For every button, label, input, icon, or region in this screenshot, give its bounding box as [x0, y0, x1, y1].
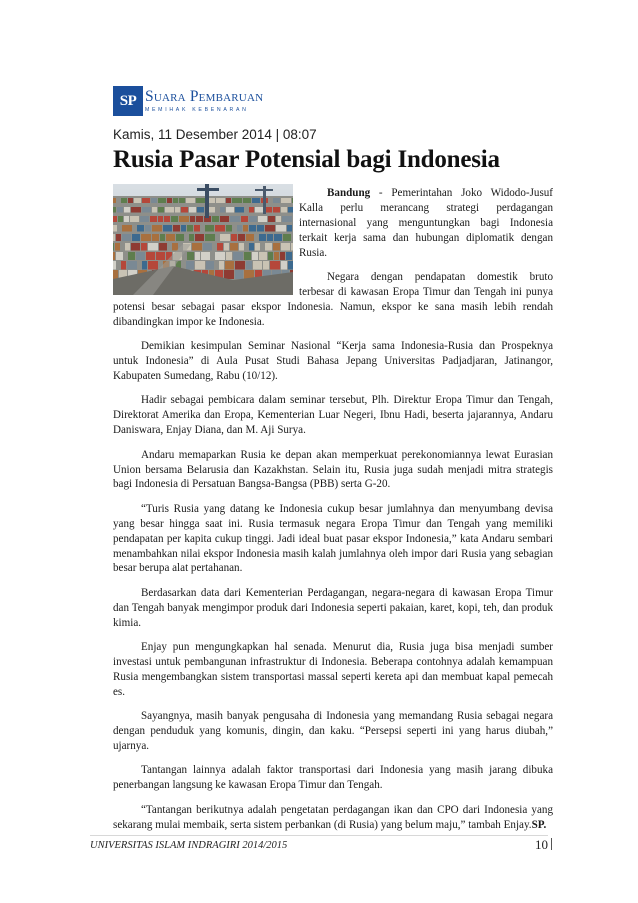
brand-name: Suara Pembaruan [145, 88, 264, 106]
article-paragraph [113, 586, 553, 631]
page-separator [551, 838, 552, 850]
paragraph-text: Negara dengan pendapatan domestik bruto terbesar di kawasan Eropa Timur dan Tengah ini punya potensi besar sebagai pasar ekspor Indonesia. Namun, ekspor ke sana masih lebih rendah dibandingkan impor ke Indonesia. [113, 271, 553, 328]
paragraph-text: - Pemerintahan Joko Widodo-Jusuf Kalla perlu merancang strategi perdagangan internasional yang menguntungkan bagi Indonesia terkait kerja sama dan hubungan diplomatik dengan Rusia. [299, 187, 553, 259]
paragraph-text: Hadir sebagai pembicara dalam seminar tersebut, Plh. Direktur Eropa Timur dan Tengah, Direktorat Amerika dan Eropa, Kementerian Luar Negeri, Ibnu Hadi, beserta jajarannya, Andaru Daniswara, Enjay Diana, dan M. Aji Surya. [113, 394, 553, 437]
article-paragraph [113, 393, 553, 438]
paragraph-text: Demikian kesimpulan Seminar Nasional “Kerja sama Indonesia-Rusia dan Prospeknya untuk Indonesia” di Aula Pusat Studi Bahasa Jepang Universitas Padjadjaran, Jatinangor, Kabupaten Sumedang, Rabu (10/12). [113, 340, 553, 382]
article-headline: Rusia Pasar Potensial bagi Indonesia [113, 146, 500, 173]
page-number: 10 [535, 837, 548, 852]
article-paragraph [113, 502, 553, 577]
paragraph-text: Tantangan lainnya adalah faktor transportasi dari Indonesia yang masih jarang dibuka penerbangan langsung ke kawasan Eropa Timur dan Tengah. [113, 764, 553, 792]
paragraph-text: “Turis Rusia yang datang ke Indonesia cukup besar jumlahnya dan menyumbang devisa yang besar hingga saat ini. Rusia termasuk negara Eropa Timur dan Tengah yang memiliki pendapatan per kapita cukup tinggi. Jadi ideal buat pasar ekspor Indonesia,” kata Andaru sembari menambahkan nilai ekspor Indonesia masih kalah jumlahnya oleh impor dari Rusia yang sebagian besar berupa alat pertahanan. [113, 502, 553, 575]
brand-tagline: MEMIHAK KEBENARAN [145, 106, 249, 113]
article-paragraph [113, 709, 553, 754]
article-paragraph [113, 763, 553, 793]
paragraph-text: “Tantangan berikutnya adalah pengetatan perdagangan ikan dan CPO dari Indonesia yang sekarang mulai membaik, serta sistem perbankan (di Rusia) yang belum maju,” tambah Enjay. [113, 803, 553, 831]
article-body [113, 186, 553, 842]
article-paragraph [113, 339, 553, 384]
sign-off: SP. [531, 818, 547, 831]
photo-wrap-spacer [113, 186, 299, 297]
logo-wordmark [145, 89, 263, 113]
footer-page [535, 837, 552, 853]
dateline-location: Bandung [327, 187, 371, 199]
article-paragraph [113, 803, 553, 833]
article-dateline: Kamis, 11 Desember 2014 | 08:07 [113, 127, 317, 142]
logo-mark: SP [113, 86, 143, 116]
paragraph-text: Sayangnya, masih banyak pengusaha di Indonesia yang memandang Rusia sebagai negara dengan penduduk yang komunis, dingin, dan kaku. “Persepsi seperti ini yang harus diubah,” ujarnya. [113, 710, 553, 752]
article-paragraph [113, 640, 553, 700]
paragraph-text: Andaru memaparkan Rusia ke depan akan memperkuat perekonomiannya lewat Eurasian Union bersama Belarusia dan Kazakhstan. Selain itu, Rusia juga sudah menjadi mitra strategis bagi Indonesia di Persatuan Bangsa-Bangsa (PBB) serta G-20. [113, 448, 553, 491]
footer-divider [90, 835, 548, 836]
paragraph-text: Berdasarkan data dari Kementerian Perdagangan, negara-negara di kawasan Eropa Timur dan Tengah banyak mengimpor produk dari Indonesia seperti pakaian, karet, kopi, teh, dan produk kimia. [113, 586, 553, 629]
masthead-logo [113, 86, 263, 116]
article-paragraph [113, 448, 553, 493]
paragraph-text: Enjay pun mengungkapkan hal senada. Menurut dia, Rusia juga bisa menjadi sumber investasi untuk pembangunan infrastruktur di Indonesia. Beberapa contohnya adalah kemampuan Rusia mengembangkan sistem transportasi massal seperti kereta api dan membuat kapal pemecah es. [113, 641, 553, 698]
footer-institution: UNIVERSITAS ISLAM INDRAGIRI 2014/2015 [90, 840, 288, 851]
